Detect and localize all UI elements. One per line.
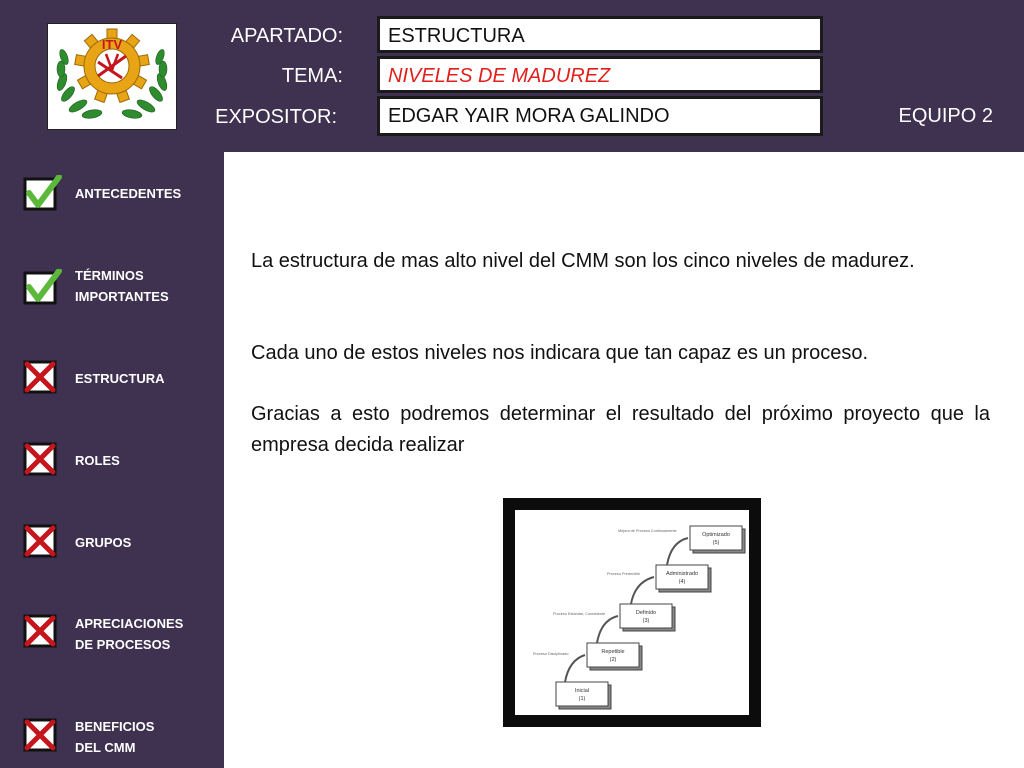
expositor-field: EDGAR YAIR MORA GALINDO [377,96,823,136]
cross-icon [23,718,57,752]
note-disciplined: Proceso Disciplinado [533,652,569,656]
level-2-num: (2) [609,657,617,663]
cross-icon [23,524,57,558]
sidebar-item-grupos[interactable] [0,522,224,572]
sidebar-item-beneficios-del-cmm[interactable] [0,707,224,757]
sidebar-item-antecedentes[interactable] [0,172,224,222]
level-3-name: Definido [635,610,657,616]
check-icon [23,175,57,209]
level-4-name: Administrado [665,571,699,577]
tema-label: TEMA: [281,65,343,87]
apartado-field: ESTRUCTURA [377,16,823,53]
logo-lettering: ITV [101,37,123,52]
level-1-num: (1) [578,696,586,702]
level-5-num: (5) [712,540,720,546]
apartado-label: APARTADO: [230,25,343,47]
team-label: EQUIPO 2 [898,105,993,127]
level-3-num: (3) [642,618,650,624]
level-2-name: Repetible [601,649,625,655]
maturity-staircase-diagram [515,510,749,715]
level-1-name: Inicial [574,688,590,694]
note-predictable: Proceso Predecible [607,572,640,576]
sidebar-item-label: ROLES [75,453,120,468]
cross-icon [23,614,57,648]
sidebar-item-estructura[interactable] [0,358,224,408]
sidebar-item-label: BENEFICIOS DEL CMM [75,719,155,755]
paragraph-capability: Cada uno de estos niveles nos indicara que tan capaz es un proceso. [251,342,869,364]
note-continuous: Mejora de Proceso Continuamente [618,529,677,533]
sidebar-item-label: ESTRUCTURA [75,371,165,386]
note-standard: Proceso Estándar, Consistente [553,612,606,616]
main-content [224,152,1024,768]
level-4-num: (4) [678,579,686,585]
level-5-name: Optimizado [702,532,730,538]
sidebar-item-label: ANTECEDENTES [75,186,182,201]
sidebar-item-label: TÉRMINOS IMPORTANTES [75,268,169,304]
cross-icon [23,360,57,394]
expositor-label: EXPOSITOR: [215,106,337,128]
paragraph-result: Gracias a esto podremos determinar el resultado del próximo proyecto que la empresa decida realizar [251,403,990,456]
check-icon [23,269,57,303]
sidebar-item-roles[interactable] [0,440,224,490]
sidebar-item-label: GRUPOS [75,535,132,550]
sidebar-item-apreciaciones-de-procesos[interactable] [0,604,224,654]
sidebar [0,152,224,768]
sidebar-item-label: APRECIACIONES DE PROCESOS [75,616,184,652]
cross-icon [23,442,57,476]
sidebar-item-terminos-importantes[interactable] [0,255,224,305]
tema-field: NIVELES DE MADUREZ [377,56,823,93]
paragraph-levels: La estructura de mas alto nivel del CMM son los cinco niveles de madurez. [251,250,915,272]
maturity-levels-figure [503,498,761,727]
